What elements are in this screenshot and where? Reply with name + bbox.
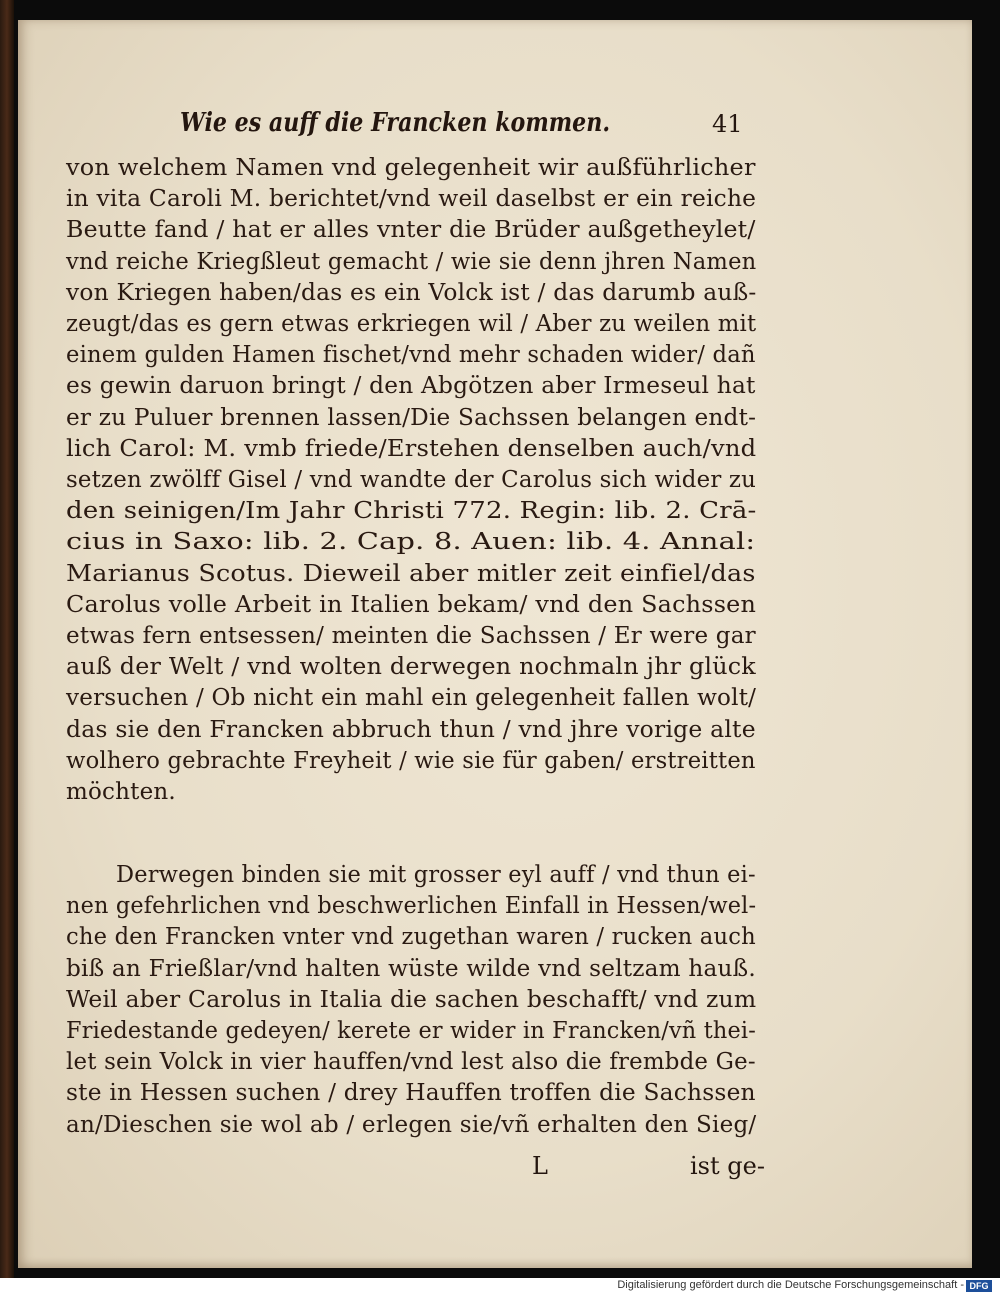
text-line: ste in Hessen suchen / drey Hauffen troffen die Sachssen <box>66 1080 756 1107</box>
catchword: ist ge- <box>690 1152 765 1180</box>
text-line: nen gefehrlichen vnd beschwerlichen Einfall in Hessen/wel- <box>66 893 757 920</box>
text-line: versuchen / Ob nicht ein mahl ein gelegenheit fallen wolt/ <box>66 685 757 712</box>
text-line: etwas fern entsessen/ meinten die Sachssen / Er were gar <box>66 623 756 649</box>
text-line: von Kriegen haben/das es ein Volck ist / das darumb auß- <box>66 279 757 306</box>
text-line: auß der Welt / vnd wolten derwegen nochmaln jhr glück <box>66 654 756 681</box>
text-line: Beutte fand / hat er alles vnter die Brüder außgetheylet/ <box>66 217 756 244</box>
page-number: 41 <box>712 110 743 138</box>
text-line: cius in Saxo: lib. 2. Cap. 8. Auen: lib. 4. Annal: <box>66 529 756 556</box>
text-line: Marianus Scotus. Dieweil aber mitler zeit einfiel/das <box>66 560 756 587</box>
text-line: er zu Puluer brennen lassen/Die Sachssen belangen endt- <box>66 404 757 431</box>
text-line: Carolus volle Arbeit in Italien bekam/ vnd den Sachssen <box>66 591 757 618</box>
text-line: in vita Caroli M. berichtet/vnd weil daselbst er ein reiche <box>66 186 757 213</box>
text-line: biß an Frießlar/vnd halten wüste wilde vnd seltzam hauß. <box>66 955 756 982</box>
text-line: von welchem Namen vnd gelegenheit wir außführlicher <box>66 155 756 181</box>
text-line: che den Francken vnter vnd zugethan waren / rucken auch <box>66 924 756 951</box>
running-head: Wie es auff die Francken kommen. <box>180 108 611 138</box>
text-line: let sein Volck in vier hauffen/vnd lest also die frembde Ge- <box>66 1049 756 1076</box>
text-line: möchten. <box>66 779 176 805</box>
text-line: Derwegen binden sie mit grosser eyl auff / vnd thun ei- <box>116 862 756 888</box>
text-line: setzen zwölff Gisel / vnd wandte der Carolus sich wider zu <box>66 467 757 493</box>
text-line: den seinigen/Im Jahr Christi 772. Regin: lib. 2. Crā- <box>66 498 757 525</box>
text-line: zeugt/das es gern etwas erkriegen wil / Aber zu weilen mit <box>66 311 757 337</box>
text-line: das sie den Francken abbruch thun / vnd jhre vorige alte <box>66 716 756 743</box>
text-line: Weil aber Carolus in Italia die sachen beschafft/ vnd zum <box>66 986 757 1013</box>
text-line: lich Carol: M. vmb friede/Erstehen denselben auch/vnd <box>66 435 757 462</box>
text-line: an/Dieschen sie wol ab / erlegen sie/vñ erhalten den Sieg/ <box>66 1111 757 1138</box>
signature-mark: L <box>532 1152 548 1180</box>
text-line: es gewin daruon bringt / den Abgötzen aber Irmeseul hat <box>66 373 756 400</box>
footer-credit-text: Digitalisierung gefördert durch die Deutsche Forschungsgemeinschaft - <box>617 1279 964 1291</box>
dfg-logo-icon: DFG <box>966 1280 992 1292</box>
text-line: wolhero gebrachte Freyheit / wie sie für gaben/ erstreitten <box>66 747 756 774</box>
text-line: Friedestande gedeyen/ kerete er wider in Francken/vñ thei- <box>66 1018 756 1044</box>
text-line: einem gulden Hamen fischet/vnd mehr schaden wider/ dañ <box>66 342 756 369</box>
book-spine-edge <box>0 0 14 1278</box>
text-line: vnd reiche Kriegßleut gemacht / wie sie denn jhren Namen <box>66 248 757 275</box>
